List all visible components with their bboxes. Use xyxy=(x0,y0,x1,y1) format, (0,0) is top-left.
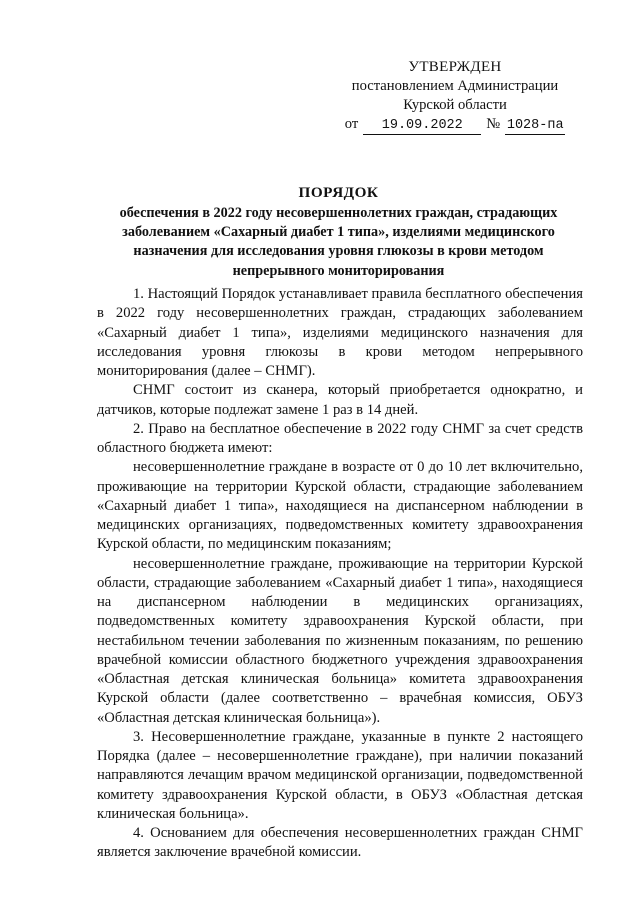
approval-title: УТВЕРЖДЕН xyxy=(408,59,502,75)
document-title: ПОРЯДОК xyxy=(298,184,379,201)
paragraph-4: несовершеннолетние граждане в возрасте от 0 до 10 лет включительно, проживающие на территории Курской области, страдающие заболеванием «Сахарный диабет 1 типа», находящиеся на диспансерном наблюдении в медицинских организациях, подведомственных комитету здравоохранения Курской области, по медицинским показаниям; xyxy=(97,459,583,553)
document-heading xyxy=(96,183,581,281)
paragraph-7: 4. Основанием для обеспечения несовершеннолетних граждан СНМГ является заключение врачебной комиссии. xyxy=(97,825,583,861)
approval-line-1: постановлением Администрации xyxy=(351,78,559,94)
approval-stamp xyxy=(330,58,580,135)
paragraph-5: несовершеннолетние граждане, проживающие на территории Курской области, страдающие заболеванием «Сахарный диабет 1 типа», находящиеся на диспансерном наблюдении в медицинских организациях, подведомственных комитету здравоохранения Курской области, при нестабильном течении заболевания по жизненным показаниям, по решению врачебной комиссии областного бюджетного учреждения здравоохранения «Областная детская клиническая больница» комитета здравоохранения Курской области (далее соответственно – врачебная комиссия, ОБУЗ «Областная детская клиническая больница»). xyxy=(97,555,583,726)
paragraph-1: 1. Настоящий Порядок устанавливает правила бесплатного обеспечения в 2022 году несовершеннолетних граждан, страдающих заболеванием «Сахарный диабет 1 типа», изделиями медицинского назначения для исследования уровня глюкозы в крови методом непрерывного мониторирования (далее – СНМГ). xyxy=(97,286,583,379)
approval-line-2: Курской области xyxy=(403,97,507,113)
paragraph-3: 2. Право на бесплатное обеспечение в 2022 году СНМГ за счет средств областного бюджета имеют: xyxy=(97,420,583,456)
approval-number-label: № xyxy=(486,116,501,132)
approval-from-label: от xyxy=(344,116,359,132)
approval-number: 1028-па xyxy=(506,118,564,133)
approval-date: 19.09.2022 xyxy=(363,118,481,135)
paragraph-2: СНМГ состоит из сканера, который приобретается однократно, и датчиков, которые подлежат замене 1 раз в 14 дней. xyxy=(97,382,583,418)
document-body xyxy=(97,285,583,863)
paragraph-6: 3. Несовершеннолетние граждане, указанные в пункте 2 настоящего Порядка (далее – несовершеннолетние граждане), при наличии показаний направляются лечащим врачом медицинской организации, подведомственной комитету здравоохранения Курской области, в ОБУЗ «Областная детская клиническая больница». xyxy=(97,728,583,822)
approval-number-line xyxy=(330,115,580,135)
document-subtitle: обеспечения в 2022 году несовершеннолетних граждан, страдающих заболеванием «Сахарный диабет 1 типа», изделиями медицинского назначения для исследования уровня глюкозы в крови методом непрерывного мониторирования xyxy=(119,205,558,279)
